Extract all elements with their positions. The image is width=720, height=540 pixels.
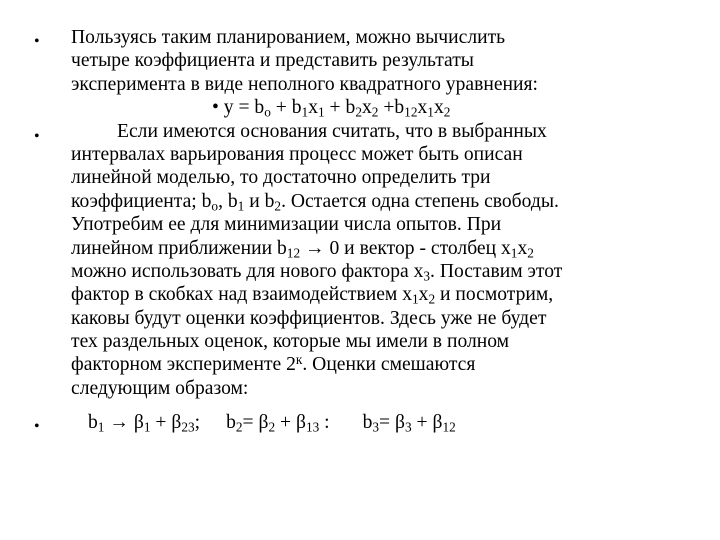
text-line: Если имеются основания считать, что в выбранных [117,120,547,142]
estimates-formula: $b_1 \to \beta_1 + \beta_{23}$; $b_2= \beta_2 + \beta_{13}$ : $b_3= \beta_3 + \beta_{12}$ [88,412,456,435]
text-line: эксперимента в виде неполного квадратного уравнения: [71,73,538,95]
text-line: линейной моделью, то достаточно определить три [71,167,491,189]
text-line: Употребим ее для минимизации числа опытов. При [71,214,502,236]
text-line: интервалах варьирования процесс может быть описан [71,143,523,165]
text-line: Пользуясь таким планированием, можно вычислить [71,27,506,48]
regression-formula: • $y = b_o + b_1x_1 + b_2x_2 +b_{12}x_1x_2$ [212,97,451,120]
paragraph-1 [71,26,701,400]
bullet-3: • [34,418,40,435]
text-line: линейном приближении $b_{12} \to 0$ и вектор - столбец $x_1x_2$ [71,237,534,261]
text-line: следующим образом: [71,377,249,399]
text-line: факторном эксперименте $2^к$. Оценки смешаются [71,352,476,376]
text-line: коэффициента; $b_o$, $b_1$ и $b_2$. Остается одна степень свободы. [71,190,559,214]
text-line: можно использовать для нового фактора $x_3$. Поставим этот [71,260,563,284]
text-line: каковы будут оценки коэффициентов. Здесь уже не будет [71,307,547,329]
text-line: тех раздельных оценок, которые мы имели в полном [71,331,510,353]
bullet-1: • [34,33,40,50]
bullet-2: • [34,128,40,145]
text-line: четыре коэффициента и представить результаты [71,50,474,72]
text-line: фактор в скобках над взаимодействием $x_1x_2$ и посмотрим, [71,284,554,308]
